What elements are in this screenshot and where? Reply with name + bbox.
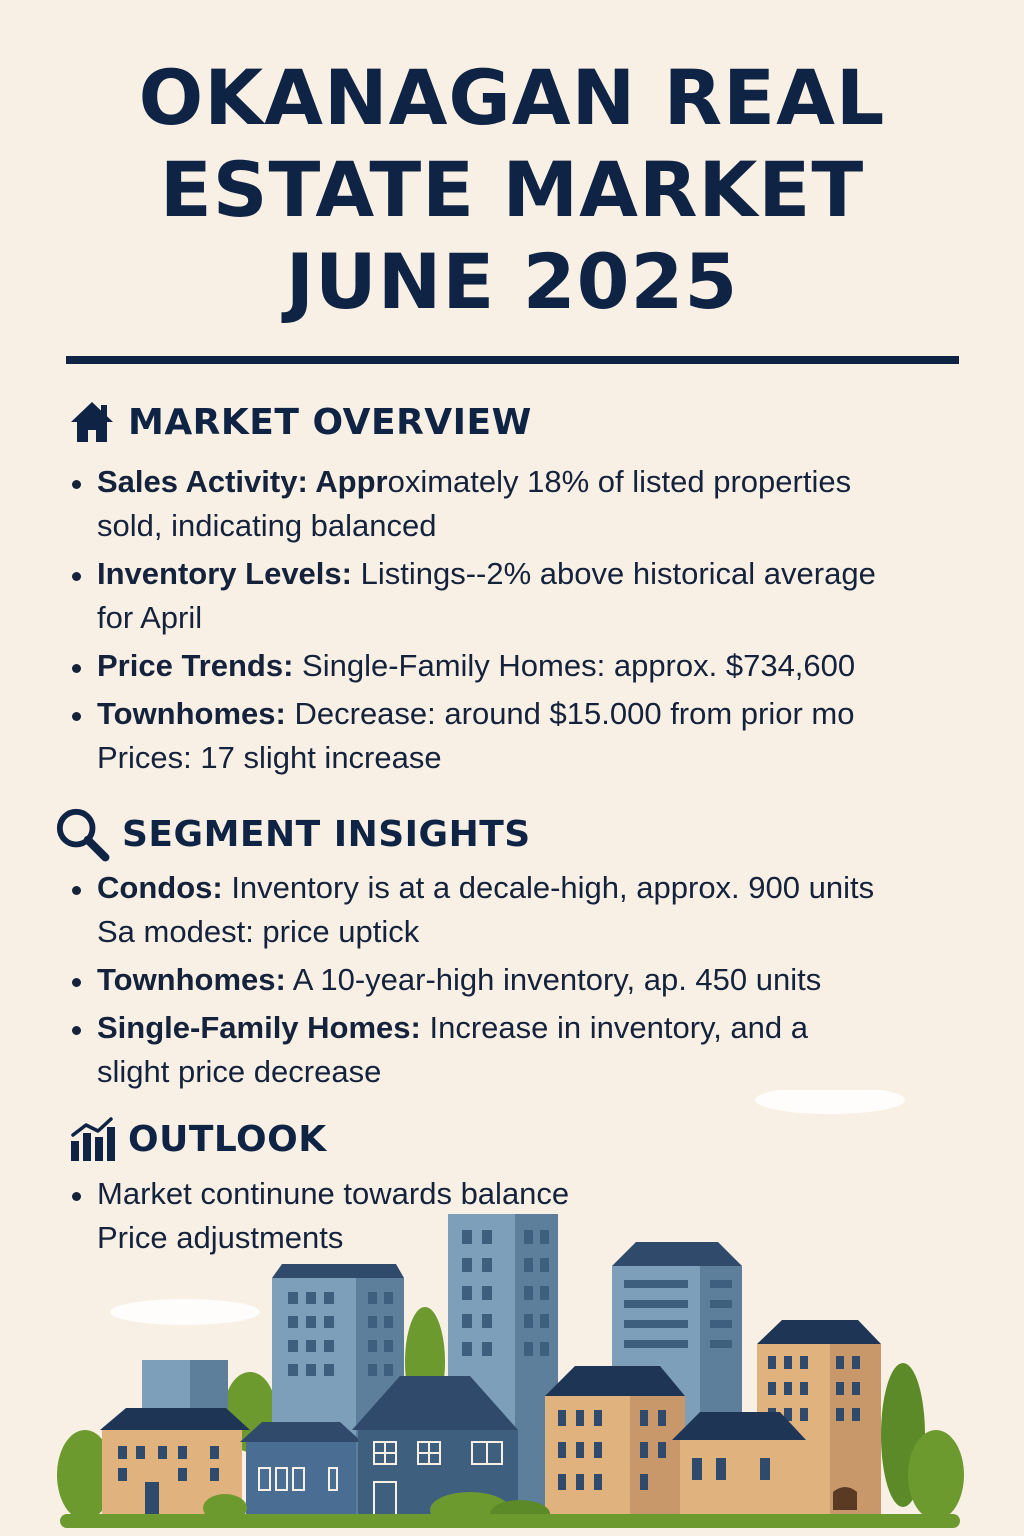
item-lead: Townhomes: [97,696,286,731]
item-text: A 10-year-high inventory, ap. 450 units [285,962,822,997]
list-item [70,958,970,1002]
item-text: Increase in inventory, and a [420,1010,809,1045]
outlook-heading [68,1115,327,1163]
item-text: Single-Family Homes: approx. $734,600 [293,648,856,683]
market-overview-heading [68,398,532,446]
item-lead: Single-Family Homes: [97,1010,421,1045]
item-text-continued: Prices: 17 slight increase [97,740,442,775]
market-overview-title: MARKET OVERVIEW [128,401,532,443]
market-overview-list [70,460,970,784]
item-lead: Condos: [97,870,223,905]
segment-insights-heading [54,806,531,862]
item-text-continued: for April [97,600,203,635]
bar-chart-icon [68,1115,116,1163]
page-title [0,52,1024,328]
list-item [70,1006,970,1094]
title-line-3: JUNE 2025 [285,237,739,326]
item-lead: Inventory Levels: [97,556,352,591]
title-line-2: ESTATE MARKET [159,145,865,234]
list-item [70,552,970,640]
item-text: Decrease: around $15.000 from prior mo [285,696,855,731]
item-lead: Sales Activity: Appr [97,464,388,499]
title-line-1: OKANAGAN REAL [138,53,886,142]
item-lead: Townhomes: [97,962,286,997]
magnifier-icon [54,806,110,862]
item-lead: Price Trends: [97,648,294,683]
list-item [70,692,970,780]
item-text: oximately 18% of listed properties [387,464,852,499]
list-item [70,460,970,548]
item-text-continued: sold, indicating balanced [97,508,437,543]
item-text-continued: Sa modest: price uptick [97,914,420,949]
item-text: Market continune towards balance [97,1176,570,1211]
item-text-continued: slight price decrease [97,1054,382,1089]
list-item [70,644,970,688]
outlook-list [70,1172,970,1264]
title-divider [66,356,959,364]
list-item [70,1172,970,1260]
house-icon [68,398,116,446]
item-text-continued: Price adjustments [97,1220,344,1255]
item-text: Inventory is at a decale-high, approx. 900 units [222,870,875,905]
list-item [70,866,970,954]
outlook-title: OUTLOOK [128,1118,327,1160]
item-text: Listings--2% above historical average [351,556,876,591]
segment-insights-title: SEGMENT INSIGHTS [122,813,531,855]
segment-insights-list [70,866,970,1098]
